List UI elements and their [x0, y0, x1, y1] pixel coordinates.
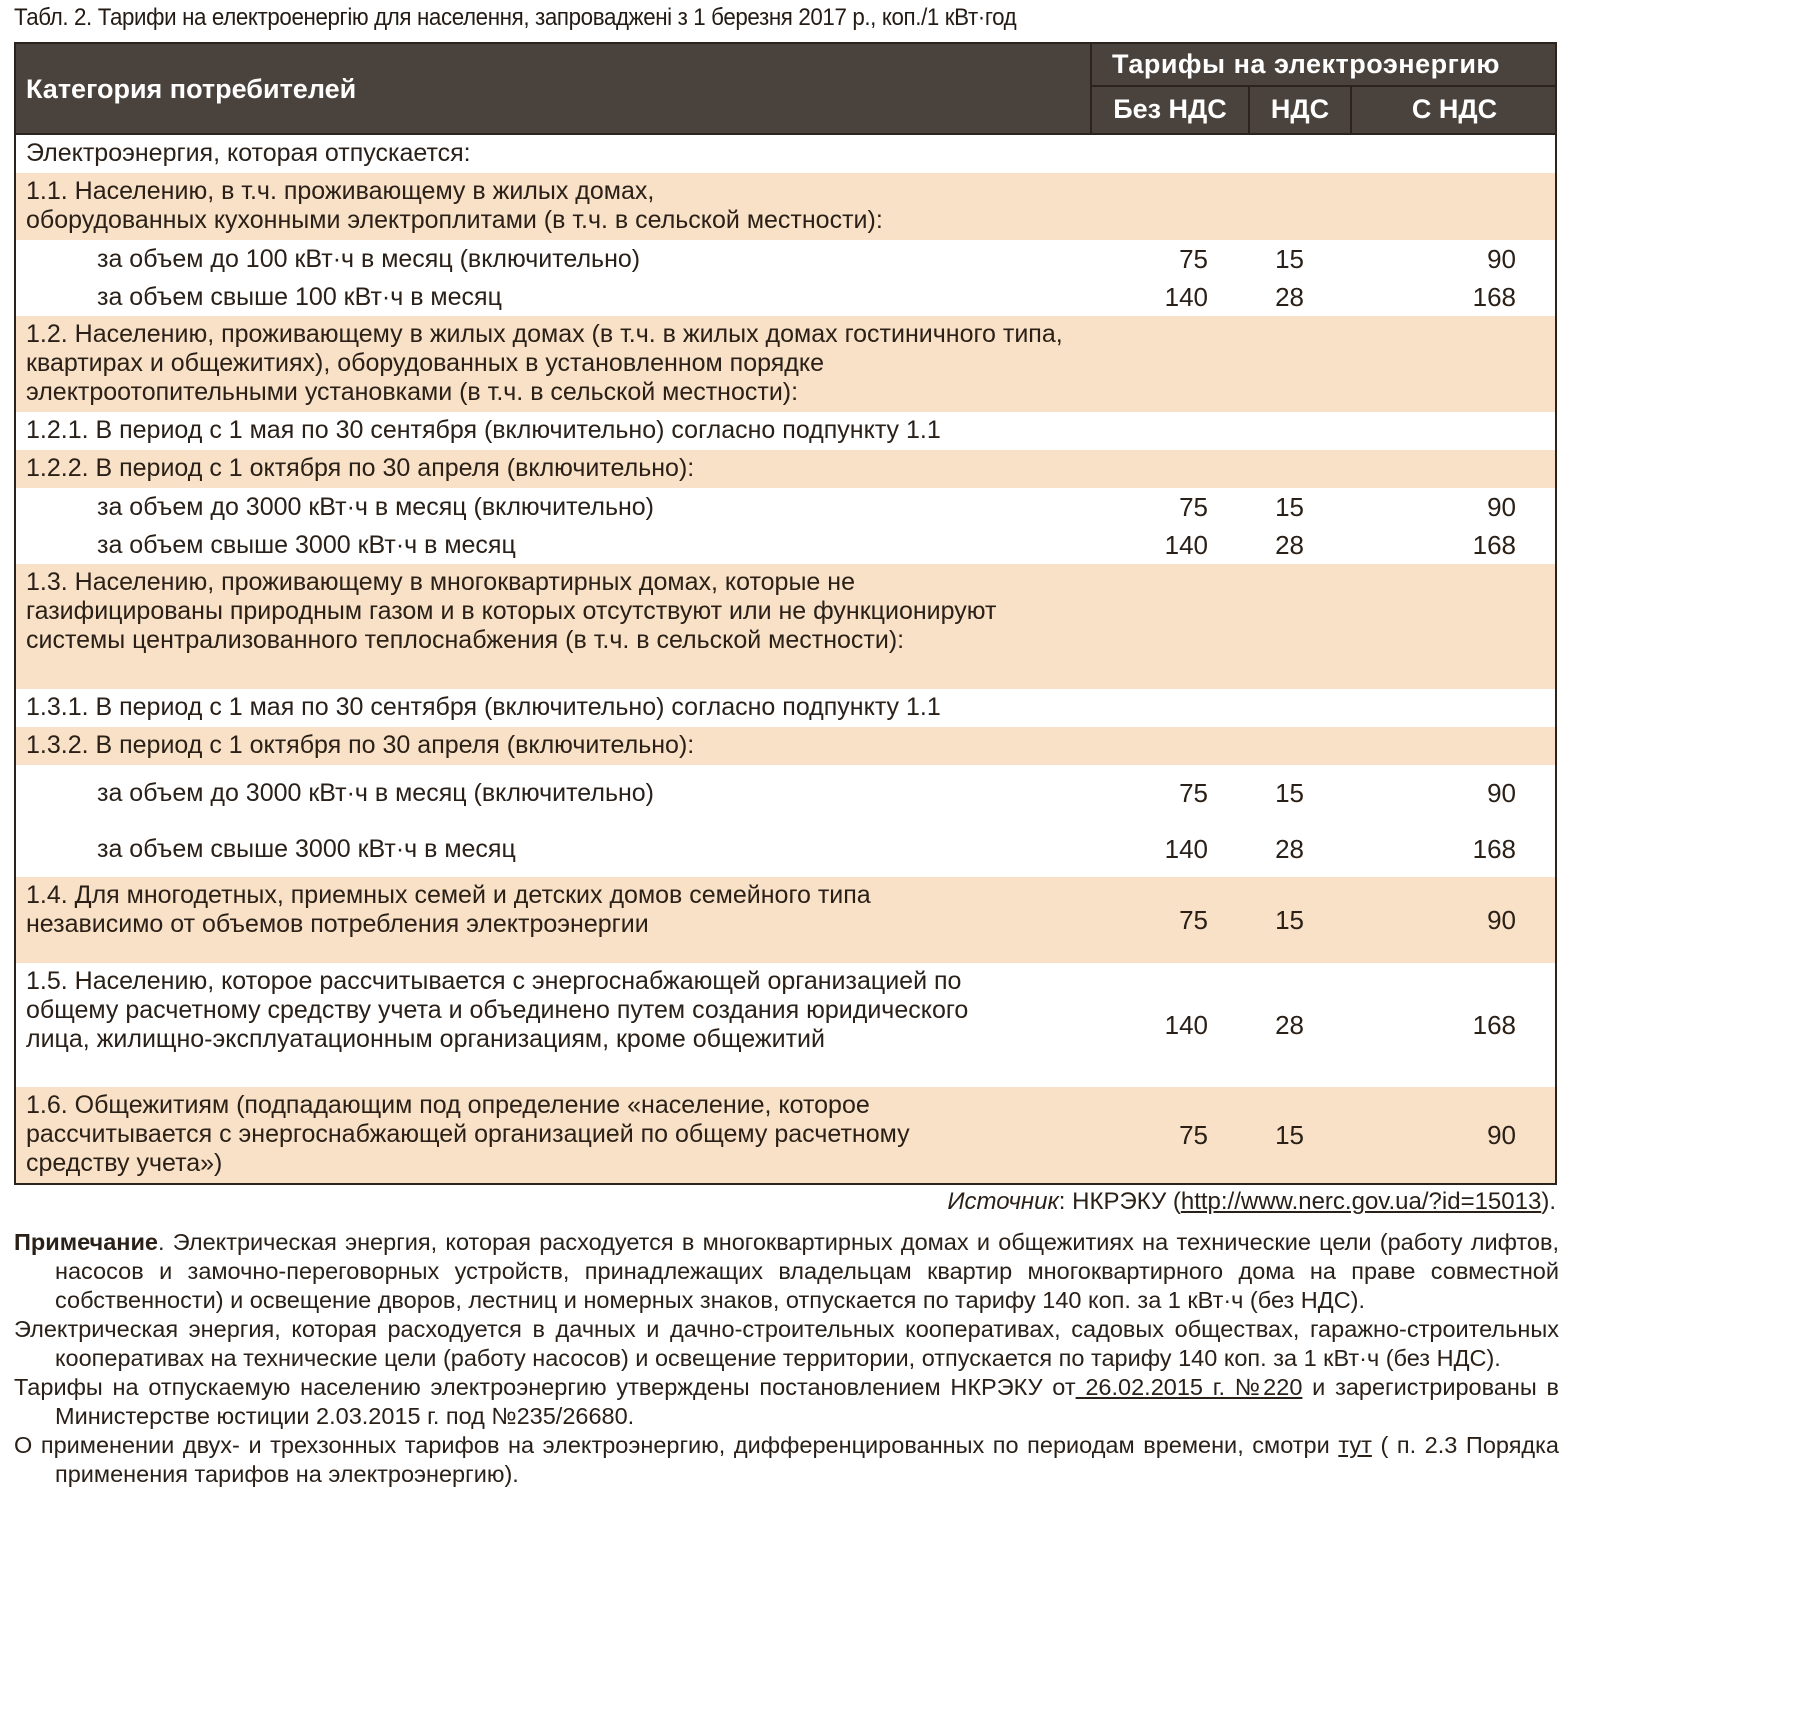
value-without-vat: 75 [1179, 777, 1208, 808]
value-without-vat [1090, 450, 1248, 488]
value-vat [1248, 564, 1350, 689]
row-label: 1.5. Населению, которое рассчитывается с энергоснабжающей организацией по общему расчетному средству учета и объединено путем создания юридического лица, жилищно-эксплуатационным организациям, кроме общежитий [26, 967, 969, 1053]
value-without-vat: 75 [1179, 243, 1208, 274]
value-vat [1248, 173, 1350, 240]
table-row [16, 173, 1555, 240]
value-with-vat: 168 [1472, 1009, 1516, 1040]
value-vat: 15 [1275, 777, 1304, 808]
note-text-1: . Электрическая энергия, которая расходуется в многоквартирных домах и общежитиях на технические цели (работу лифтов, насосов и замочно-переговорных устройств, принадлежащих владельцам квартир многоквартирного дома на праве совместной собственности) и освещение дворов, лестниц и номерных знаков, отпускается по тарифу 140 коп. за 1 кВт·ч (без НДС). [55, 1229, 1559, 1313]
note-paragraph-2: Электрическая энергия, которая расходуется в дачных и дачно-строительных кооперативах, садовых обществах, гаражно-строительных кооперативах на технические цели (работу насосов) и освещение территории, отпускается по тарифу 140 коп. за 1 кВт·ч (без НДС). [14, 1316, 1559, 1371]
value-vat: 15 [1275, 904, 1304, 935]
row-label: 1.3. Населению, проживающему в многоквартирных домах, которые не газифицированы природным газом и в которых отсутствуют или не функционируют системы централизованного теплоснабжения (в т.ч. в сельской местности): [26, 568, 997, 654]
value-with-vat: 168 [1472, 281, 1516, 312]
header-without-vat: Без НДС [1090, 87, 1248, 133]
row-label: 1.3.2. В период с 1 октября по 30 апреля (включительно): [26, 731, 695, 759]
table-row [16, 765, 1555, 821]
header-with-vat: С НДС [1350, 87, 1557, 133]
value-vat: 28 [1275, 529, 1304, 560]
value-with-vat: 90 [1487, 777, 1516, 808]
row-label: Электроэнергия, которая отпускается: [26, 139, 471, 167]
row-label: 1.2. Населению, проживающему в жилых домах (в т.ч. в жилых домах гостиничного типа, квартирах и общежитиях), оборудованных в установленном порядке электроотопительными установками (в т.ч. в сельской местности): [26, 320, 1063, 406]
table-row [16, 1087, 1555, 1183]
table-header [16, 44, 1555, 135]
note-paragraph-4 [14, 1431, 1559, 1489]
value-without-vat [1090, 689, 1248, 727]
table-body [16, 135, 1555, 1183]
table-row [16, 564, 1555, 689]
value-without-vat [1090, 173, 1248, 240]
table-row [16, 278, 1555, 316]
row-label: 1.2.1. В период с 1 мая по 30 сентября (включительно) согласно подпункту 1.1 [26, 416, 941, 444]
value-without-vat: 140 [1164, 833, 1208, 864]
value-without-vat: 140 [1164, 529, 1208, 560]
note-text-4b: ( п. 2.3 Порядка применения тарифов на электроэнергию). [55, 1432, 1560, 1487]
value-with-vat [1350, 727, 1557, 765]
value-vat [1248, 135, 1350, 173]
table-row [16, 240, 1555, 278]
note-paragraph-3 [14, 1373, 1559, 1431]
value-with-vat [1350, 564, 1557, 689]
header-vat: НДС [1248, 87, 1350, 133]
value-vat: 28 [1275, 833, 1304, 864]
source-end: ). [1541, 1188, 1556, 1215]
value-without-vat: 75 [1179, 1119, 1208, 1150]
table-row [16, 727, 1555, 765]
value-without-vat: 140 [1164, 1009, 1208, 1040]
source-line [947, 1188, 1556, 1216]
value-with-vat: 168 [1472, 529, 1516, 560]
value-with-vat: 90 [1487, 904, 1516, 935]
value-without-vat [1090, 564, 1248, 689]
row-label: за объем до 3000 кВт·ч в месяц (включительно) [97, 492, 655, 521]
value-with-vat: 168 [1472, 833, 1516, 864]
value-with-vat: 90 [1487, 1119, 1516, 1150]
value-vat [1248, 727, 1350, 765]
value-without-vat [1090, 135, 1248, 173]
header-category: Категория потребителей [26, 74, 357, 104]
value-vat [1248, 316, 1350, 412]
note-text-3b: и зарегистрированы в Министерстве юстиции 2.03.2015 г. под №235/26680. [55, 1374, 1560, 1429]
table-row [16, 412, 1555, 450]
row-label: за объем свыше 3000 кВт·ч в месяц [97, 530, 516, 559]
row-label: 1.4. Для многодетных, приемных семей и детских домов семейного типа независимо от объемов потребления электроэнергии [26, 881, 871, 938]
table-row [16, 450, 1555, 488]
value-with-vat [1350, 450, 1557, 488]
table-row [16, 877, 1555, 963]
value-vat: 15 [1275, 1119, 1304, 1150]
row-label: 1.6. Общежитиям (подпадающим под определение «население, которое рассчитывается с энергоснабжающей организацией по общему расчетному средству учета») [26, 1091, 910, 1177]
value-with-vat [1350, 173, 1557, 240]
table-row [16, 135, 1555, 173]
value-without-vat: 140 [1164, 281, 1208, 312]
note-text-4a: О применении двух- и трехзонных тарифов на электроэнергию, дифференцированных по периодам времени, смотри [14, 1432, 1339, 1458]
value-vat: 15 [1275, 243, 1304, 274]
source-label: Источник [947, 1188, 1059, 1215]
here-link[interactable]: тут [1338, 1432, 1372, 1458]
value-vat [1248, 450, 1350, 488]
note-paragraph-1 [14, 1228, 1559, 1315]
source-link[interactable]: http://www.nerc.gov.ua/?id=15013 [1180, 1188, 1542, 1215]
value-vat [1248, 412, 1350, 450]
notes [14, 1228, 1559, 1489]
note-text-3a: Тарифы на отпускаемую населению электроэнергию утверждены постановлением НКРЭКУ от [14, 1374, 1076, 1400]
row-label: 1.1. Населению, в т.ч. проживающему в жилых домах, оборудованных кухонными электроплитами (в т.ч. в сельской местности): [26, 177, 883, 234]
value-vat [1248, 689, 1350, 727]
value-with-vat [1350, 689, 1557, 727]
value-vat: 28 [1275, 281, 1304, 312]
row-label: за объем свыше 100 кВт·ч в месяц [97, 282, 502, 311]
value-with-vat [1350, 135, 1557, 173]
note-label: Примечание [14, 1229, 158, 1255]
value-without-vat [1090, 727, 1248, 765]
value-without-vat [1090, 316, 1248, 412]
row-label: 1.2.2. В период с 1 октября по 30 апреля (включительно): [26, 454, 695, 482]
table-row [16, 316, 1555, 412]
value-with-vat: 90 [1487, 491, 1516, 522]
value-with-vat: 90 [1487, 243, 1516, 274]
table-row [16, 963, 1555, 1087]
table-row [16, 526, 1555, 564]
row-label: за объем до 3000 кВт·ч в месяц (включительно) [97, 778, 655, 807]
value-with-vat [1350, 316, 1557, 412]
table-row [16, 689, 1555, 727]
tariff-table [14, 42, 1557, 1185]
value-without-vat: 75 [1179, 491, 1208, 522]
value-vat: 28 [1275, 1009, 1304, 1040]
value-without-vat: 75 [1179, 904, 1208, 935]
resolution-link[interactable]: 26.02.2015 г. №220 [1075, 1374, 1303, 1400]
row-label: за объем свыше 3000 кВт·ч в месяц [97, 834, 516, 863]
row-label: 1.3.1. В период с 1 мая по 30 сентября (включительно) согласно подпункту 1.1 [26, 693, 941, 721]
value-with-vat [1350, 412, 1557, 450]
header-tariff-group: Тарифы на электроэнергию [1090, 44, 1557, 87]
table-title: Табл. 2. Тарифи на електроенергію для населення, запроваджені з 1 березня 2017 р., коп./1 кВт·год [14, 4, 1017, 31]
value-without-vat [1090, 412, 1248, 450]
source-org: : НКРЭКУ ( [1058, 1188, 1181, 1215]
table-row [16, 488, 1555, 526]
table-row [16, 821, 1555, 877]
value-vat: 15 [1275, 491, 1304, 522]
row-label: за объем до 100 кВт·ч в месяц (включительно) [97, 244, 641, 273]
